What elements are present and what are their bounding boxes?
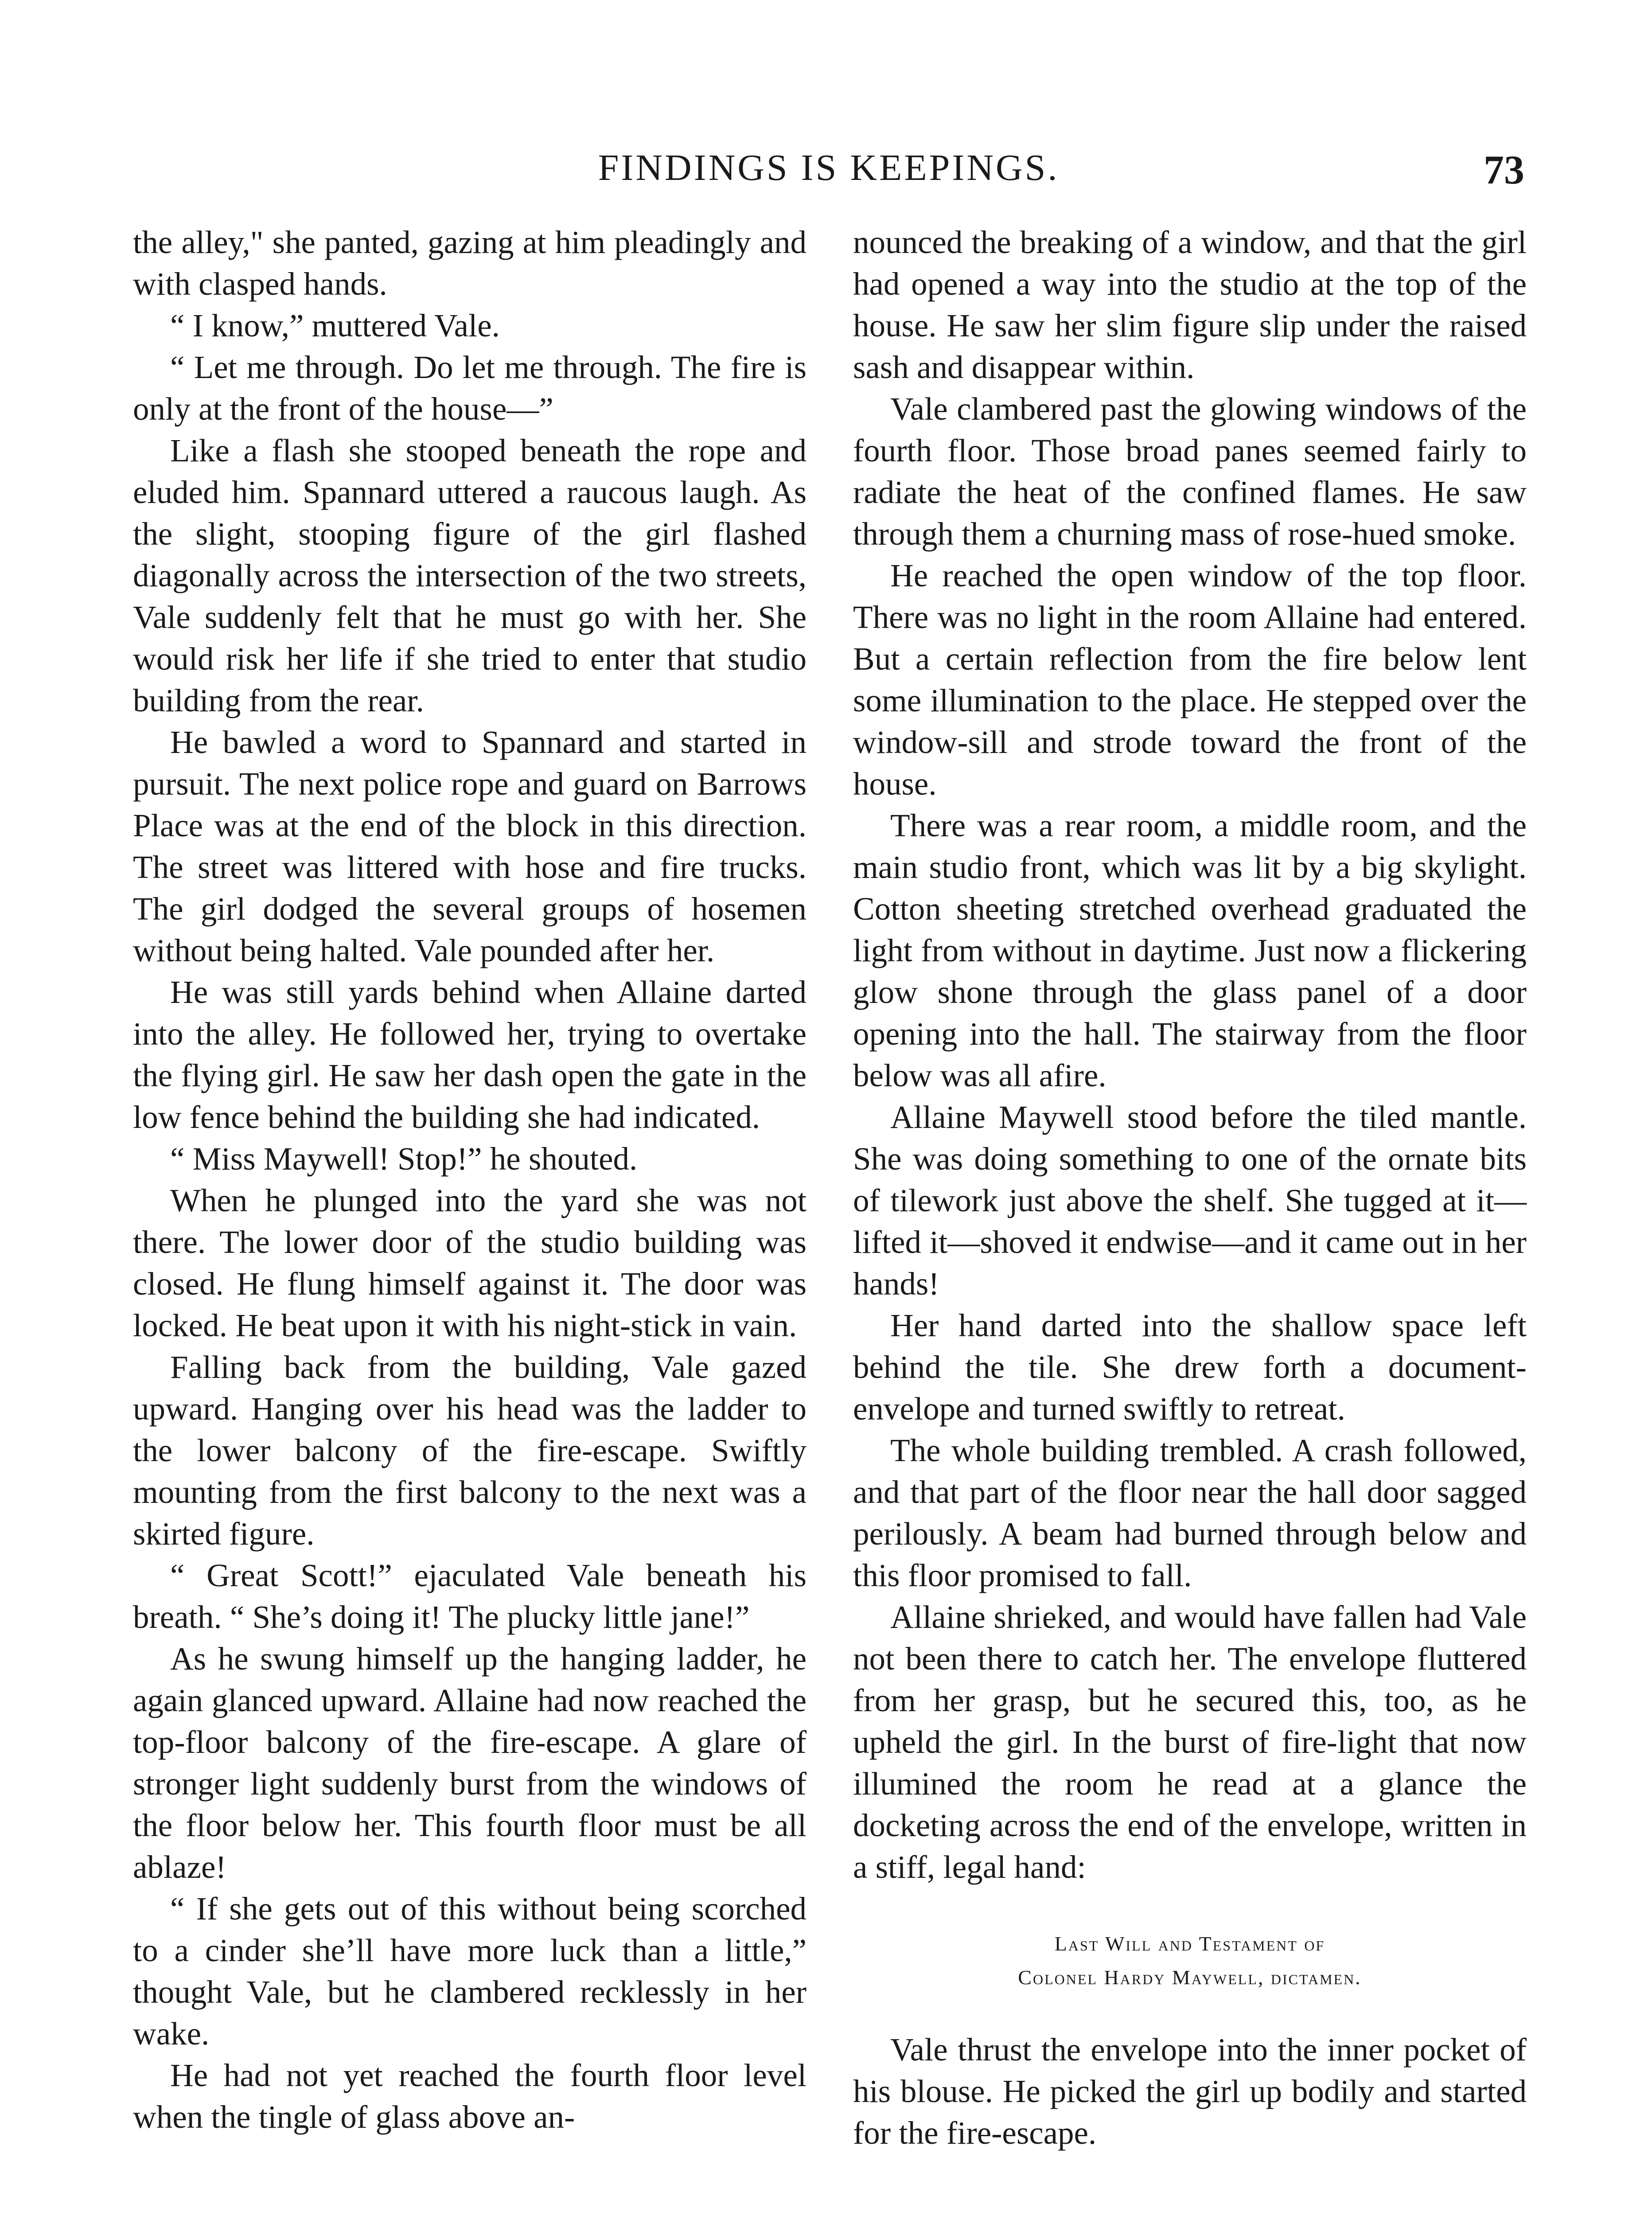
paragraph: Falling back from the building, Vale gazed upward. Hanging over his head was the ladder to the lower balcony of the fire-escape. Swiftly mounting from the first balcony to the next was a skirted figure. — [133, 1349, 807, 1552]
paragraph: “ I know,” muttered Vale. — [170, 308, 500, 343]
paragraph: “ If she gets out of this without being scorched to a cinder she’ll have more luck than a little,” thought Vale, but he clambered recklessly in her wake. — [133, 1891, 807, 2052]
paragraph: Her hand darted into the shallow space left behind the tile. She drew forth a document-envelope and turned swiftly to retreat. — [853, 1307, 1527, 1427]
envelope-docket — [853, 1927, 1527, 1994]
paragraph: As he swung himself up the hanging ladder, he again glanced upward. Allaine had now reached the top-floor balcony of the fire-escape. A glare of stronger light suddenly burst from the windows of the floor below her. This fourth floor must be all ablaze! — [133, 1641, 807, 1885]
paragraph: “ Miss Maywell! Stop!” he shouted. — [170, 1141, 638, 1177]
paragraph: When he plunged into the yard she was not there. The lower door of the studio building was closed. He flung himself against it. The door was locked. He beat upon it with his night-stick in vain. — [133, 1182, 807, 1343]
paragraph: Vale thrust the envelope into the inner pocket of his blouse. He picked the girl up bodily and started for the fire-escape. — [853, 2032, 1527, 2151]
paragraph: nounced the breaking of a window, and that the girl had opened a way into the studio at the top of the house. He saw her slim figure slip under the raised sash and disappear within. — [853, 224, 1527, 385]
paragraph: He bawled a word to Spannard and started in pursuit. The next police rope and guard on Barrows Place was at the end of the block in this direction. The street was littered with hose and fire trucks. The girl dodged the several groups of hosemen without being halted. Vale pounded after her. — [133, 724, 807, 968]
page-number: 73 — [1484, 147, 1524, 192]
paragraph: the alley," she panted, gazing at him pleadingly and with clasped hands. — [133, 224, 807, 302]
paragraph: The whole building trembled. A crash followed, and that part of the floor near the hall door sagged perilously. A beam had burned through below and this floor promised to fall. — [853, 1432, 1527, 1593]
paragraph: “ Great Scott!” ejaculated Vale beneath his breath. “ She’s doing it! The plucky little jane!” — [133, 1557, 807, 1635]
paragraph: “ Let me through. Do let me through. The fire is only at the front of the house—” — [133, 349, 807, 427]
paragraph: Allaine Maywell stood before the tiled mantle. She was doing something to one of the ornate bits of tilework just above the shelf. She tugged at it—lifted it—shoved it endwise—and it came out in her hands! — [853, 1099, 1527, 1302]
running-title: FINDINGS IS KEEPINGS. — [598, 147, 1060, 188]
paragraph: There was a rear room, a middle room, and the main studio front, which was lit by a big skylight. Cotton sheeting stretched overhead graduated the light from without in daytime. Just now a flickering glow shone through the glass panel of a door opening into the hall. The stairway from the floor below was all afire. — [853, 808, 1527, 1093]
docket-line: Last Will and Testament of — [1054, 1932, 1325, 1955]
right-column — [853, 222, 1527, 2154]
paragraph: Like a flash she stooped beneath the rope and eluded him. Spannard uttered a raucous laugh. As the slight, stooping figure of the girl flashed diagonally across the intersection of the two streets, Vale suddenly felt that he must go with her. She would risk her life if she tried to enter that studio building from the rear. — [133, 433, 807, 718]
paragraph: He reached the open window of the top floor. There was no light in the room Allaine had entered. But a certain reflection from the fire below lent some illumination to the place. He stepped over the window-sill and strode toward the front of the house. — [853, 558, 1527, 802]
paragraph: He had not yet reached the fourth floor level when the tingle of glass above an- — [133, 2057, 807, 2135]
left-column — [133, 222, 807, 2138]
paragraph: Allaine shrieked, and would have fallen had Vale not been there to catch her. The envelope fluttered from her grasp, but he secured this, too, as he upheld the girl. In the burst of fire-light that now illumined the room he read at a glance the docketing across the end of the envelope, written in a stiff, legal hand: — [853, 1599, 1527, 1885]
paragraph: Vale clambered past the glowing windows of the fourth floor. Those broad panes seemed fairly to radiate the heat of the confined flames. He saw through them a churning mass of rose-hued smoke. — [853, 391, 1527, 552]
page-header — [133, 146, 1524, 208]
paragraph: He was still yards behind when Allaine darted into the alley. He followed her, trying to overtake the flying girl. He saw her dash open the gate in the low fence behind the building she had indicated. — [133, 974, 807, 1135]
docket-line: Colonel Hardy Maywell, dictamen. — [1018, 1966, 1362, 1989]
